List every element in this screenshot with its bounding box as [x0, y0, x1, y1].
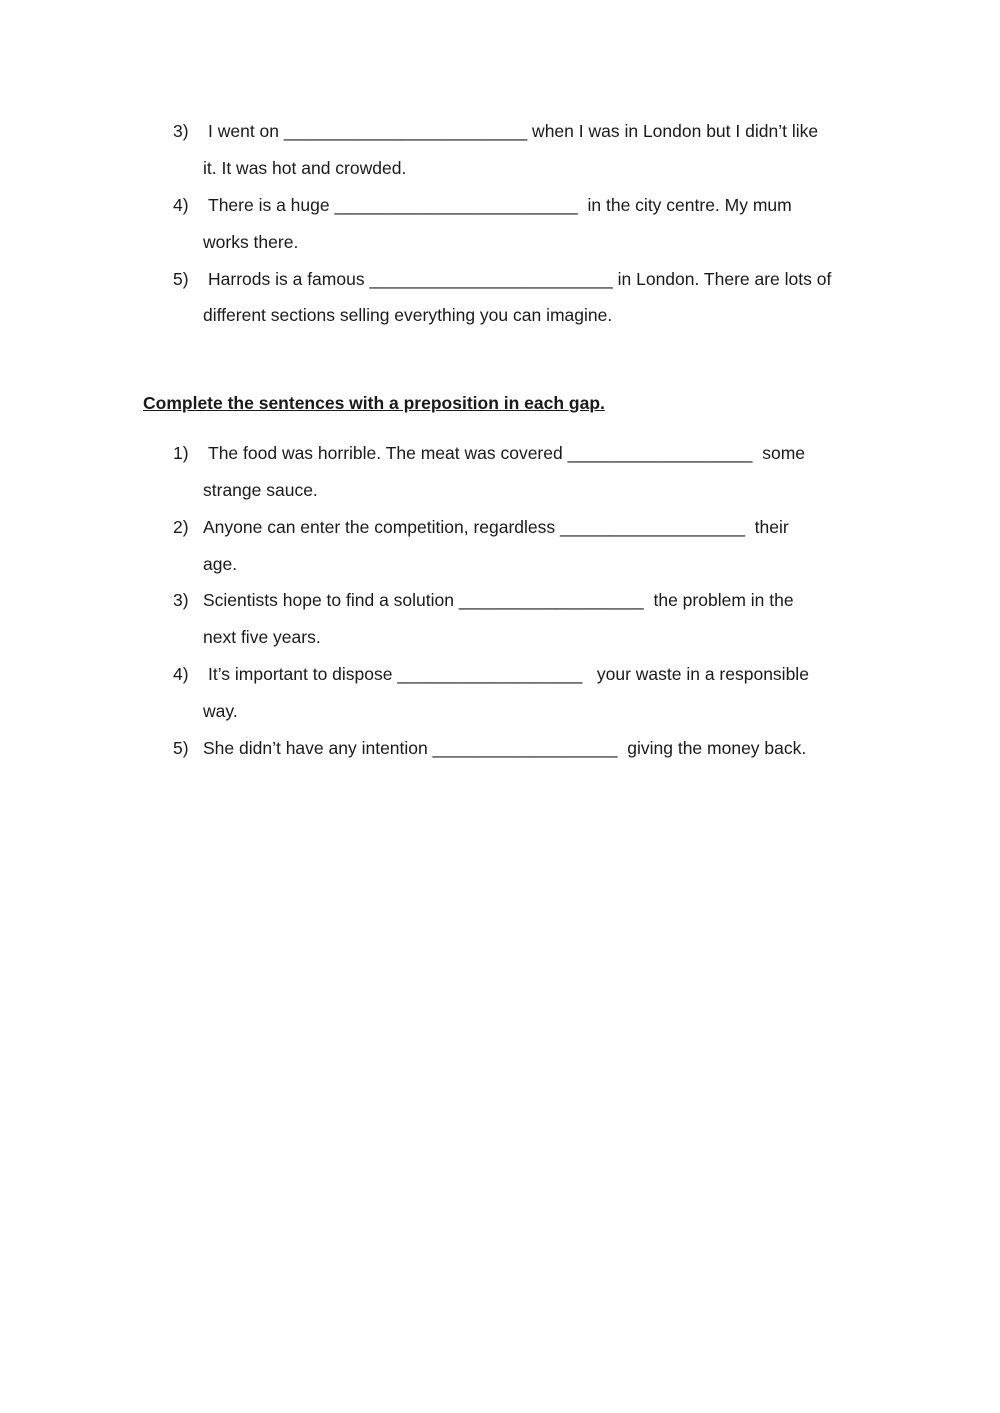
item-text-line-2: next five years. [203, 627, 321, 647]
item-text-line-1: She didn’t have any intention ___________________ giving the money back. [203, 738, 807, 758]
item-number: 4) [173, 664, 189, 684]
item-number: 4) [173, 195, 189, 215]
item-text-line-1: I went on _________________________ when I was in London but I didn’t like [208, 121, 819, 141]
item-number: 5) [173, 269, 189, 289]
item-number: 3) [173, 590, 189, 610]
item-text-line-1: There is a huge _________________________ in the city centre. My mum [208, 195, 792, 215]
item-text-line-2: age. [203, 554, 238, 574]
item-text-line-1: Harrods is a famous _________________________ in London. There are lots of [208, 269, 832, 289]
item-text-line-1: Scientists hope to find a solution ___________________ the problem in the [203, 590, 794, 610]
item-text-line-1: Anyone can enter the competition, regardless ___________________ their [203, 517, 789, 537]
item-number: 3) [173, 121, 189, 141]
item-text-line-1: The food was horrible. The meat was covered ___________________ some [208, 443, 806, 463]
item-number: 5) [173, 738, 189, 758]
item-number: 2) [173, 517, 189, 537]
item-text-line-2: way. [203, 701, 238, 721]
item-text-line-1: It’s important to dispose ___________________ your waste in a responsible [208, 664, 809, 684]
section-heading: Complete the sentences with a preposition in each gap. [143, 393, 605, 413]
item-text-line-2: different sections selling everything you can imagine. [203, 305, 613, 325]
item-text-line-2: works there. [203, 232, 299, 252]
item-number: 1) [173, 443, 189, 463]
item-text-line-2: it. It was hot and crowded. [203, 158, 407, 178]
item-text-line-2: strange sauce. [203, 480, 318, 500]
